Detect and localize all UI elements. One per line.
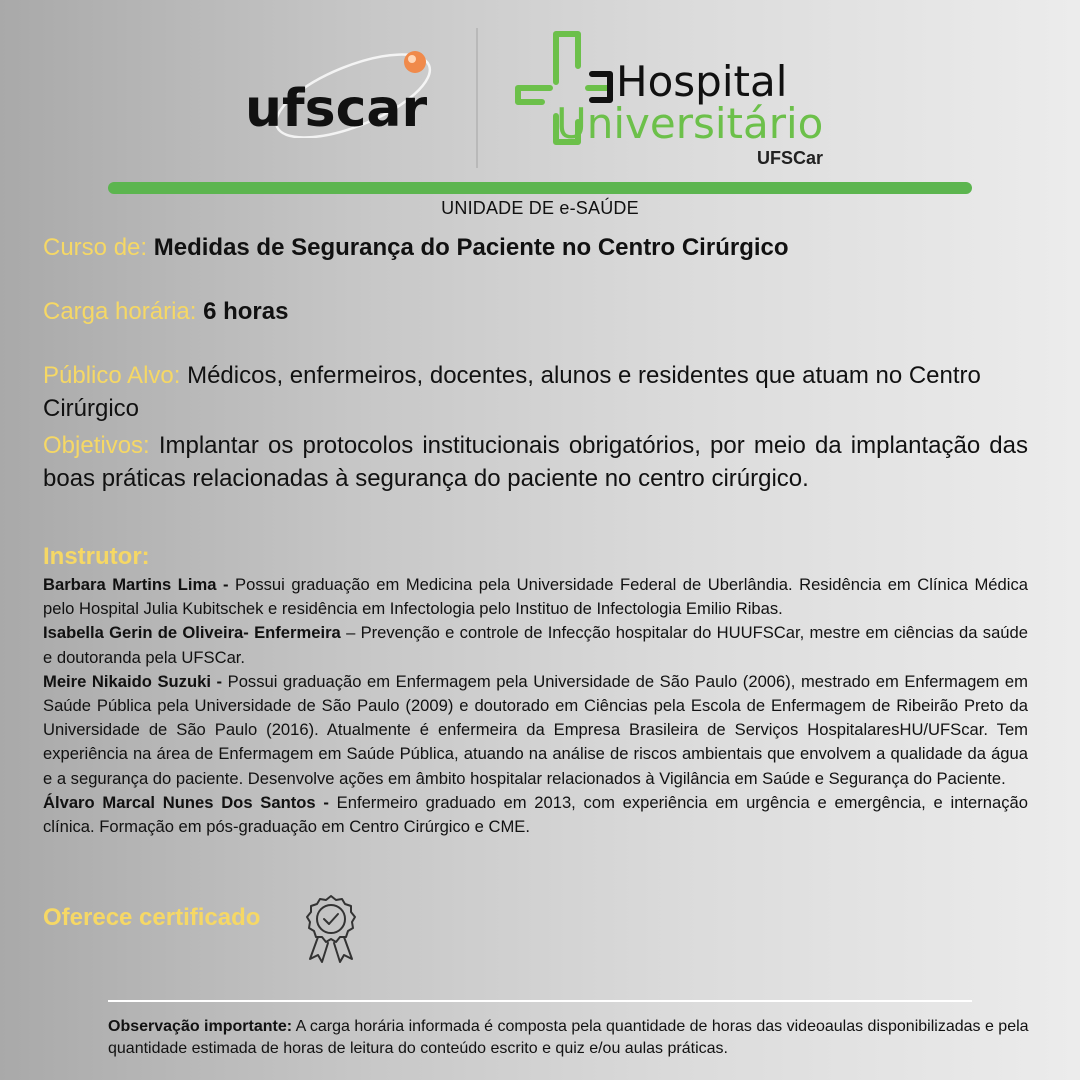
note-title: Observação importante: [108, 1018, 293, 1035]
hours-label: Carga horária: [43, 298, 197, 325]
course-line [43, 233, 1043, 263]
instructor-name: Barbara Martins Lima - [43, 575, 229, 594]
unit-title: UNIDADE DE e-SAÚDE [441, 198, 639, 218]
instructor-name: Álvaro Marcal Nunes Dos Santos - [43, 792, 329, 812]
instructor-name: Meire Nikaido Suzuki - [43, 671, 223, 691]
hours-value: 6 horas [203, 298, 289, 325]
instructor-bio: – Prevenção e controle de Infecção hospitalar do HUUFSCar, mestre em ciências da saúde e doutoranda pela UFSCar. [43, 623, 1028, 667]
instructor-name: Isabella Gerin de Oliveira- Enfermeira [43, 623, 341, 643]
ufscar-logo-text: ufscar [245, 79, 428, 138]
note-text: A carga horária informada é composta pela quantidade de horas das videoaulas disponibilizadas e pela quantidade estimada de horas de leitura do conteúdo escrito e quiz e/ou aulas práticas. [108, 1018, 1029, 1057]
footer-divider [108, 1000, 972, 1002]
audience-value: Médicos, enfermeiros, docentes, alunos e residentes que atuam no Centro Cirúrgico [43, 362, 981, 422]
objectives-block [43, 429, 1028, 495]
hospital-logo-line2: Universitário [556, 99, 824, 148]
instructor-item [43, 670, 1028, 791]
instructor-item [43, 573, 1028, 621]
audience-label: Público Alvo: [43, 362, 181, 389]
header-green-bar [108, 182, 972, 194]
award-ribbon-icon [302, 893, 360, 965]
course-label: Curso de: [43, 234, 148, 261]
instructor-item [43, 621, 1028, 669]
ufscar-logo [245, 38, 440, 138]
hours-line [43, 297, 1043, 327]
instructor-bio: Possui graduação em Enfermagem pela Universidade de São Paulo (2006), mestrado em Enfermagem em Saúde Pública pela Universidade de São Paulo (2009) e doutorado em Ciências pela Escola de Enfermagem de Ribeirão Preto da Universidade de São Paulo (2016). Atualmente é enfermeira da Empresa Brasileira de Serviços HospitalaresHU/UFScar. Tem experiência na área de Enfermagem em Saúde Pública, atuando na análise de riscos ambientais que envolvem a qualidade da água e a segurança do paciente. Desenvolve ações em âmbito hospitalar relacionados à Vigilância em Saúde e Segurança do Paciente. [43, 671, 1028, 788]
instructor-label: Instrutor: [43, 543, 150, 570]
logo-divider [476, 28, 478, 168]
instructor-bio: Enfermeiro graduado em 2013, com experiência em urgência e emergência, e internação clínica. Formação em pós-graduação em Centro Cirúrgico e CME. [43, 792, 1028, 837]
objectives-label: Objetivos: [43, 432, 150, 459]
course-title: Medidas de Segurança do Paciente no Centro Cirúrgico [153, 234, 789, 261]
instructor-bio: Possui graduação em Medicina pela Universidade Federal de Uberlândia. Residência em Clínica Médica pelo Hospital Julia Kubitschek e residência em Infectologia pelo Instituo de Infectologia Emilio Ribas. [43, 575, 1028, 619]
audience-block [43, 359, 1028, 425]
hospital-logo-sub: UFSCar [757, 148, 824, 168]
instructor-list [43, 573, 1028, 839]
instructor-item [43, 791, 1028, 839]
objectives-value: Implantar os protocolos institucionais obrigatórios, por meio da implantação das boas práticas relacionadas à segurança do paciente no centro cirúrgico. [43, 432, 1028, 492]
important-note [108, 1016, 1038, 1060]
certificate-label: Oferece certificado [43, 904, 261, 931]
hospital-logo-line1: Hospital [616, 57, 788, 106]
